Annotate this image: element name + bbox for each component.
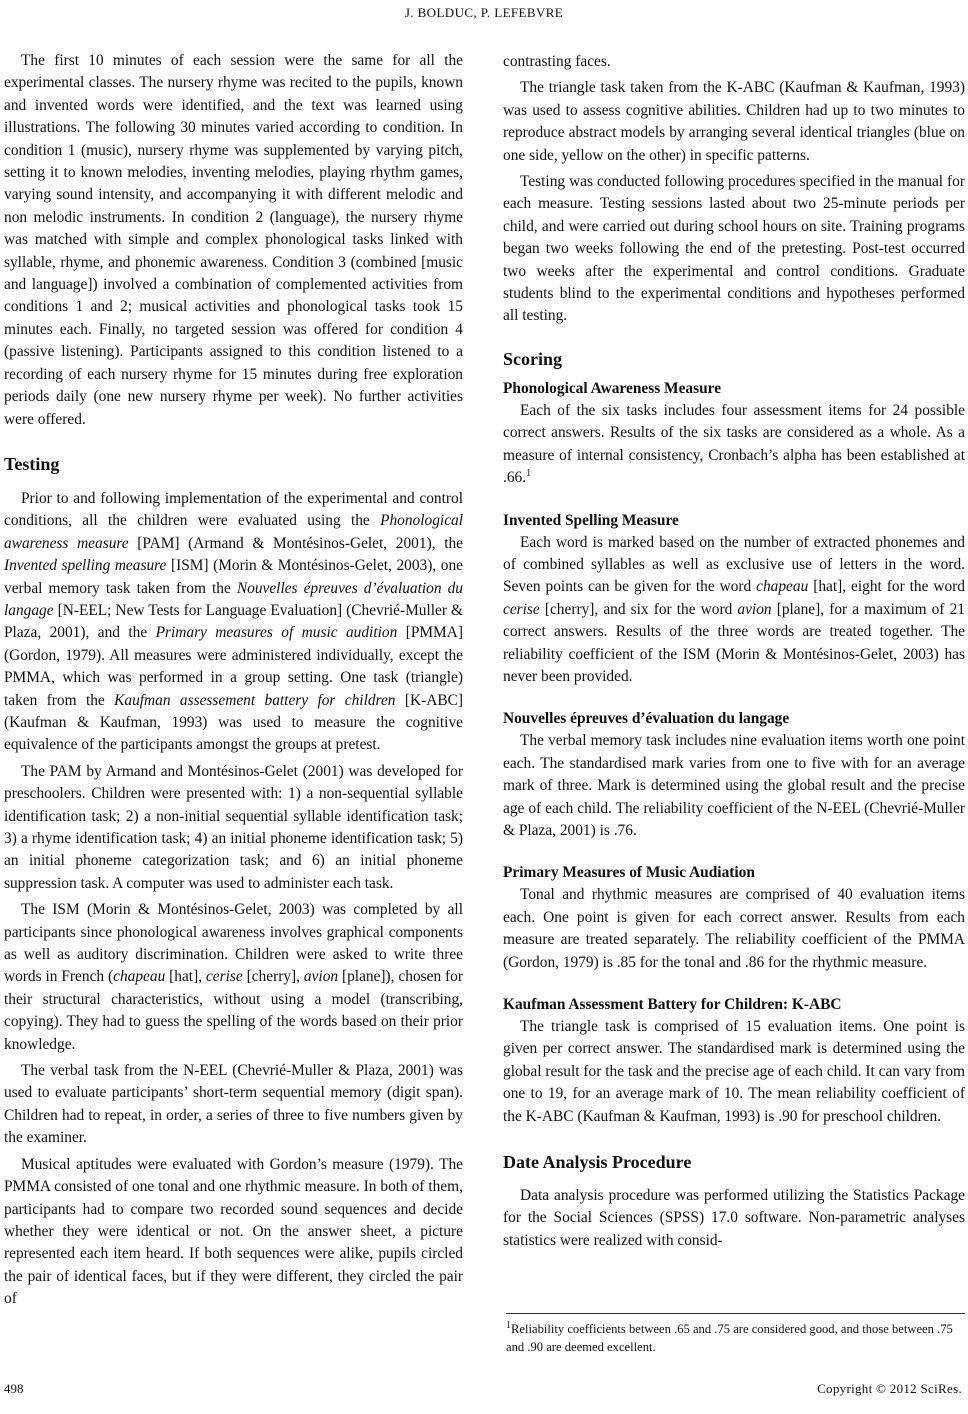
- footnote: [506, 1320, 968, 1356]
- paragraph-ism: [4, 899, 463, 1056]
- italic-measure-title: Invented spelling measure: [4, 557, 167, 575]
- subheading-ism: Invented Spelling Measure: [503, 511, 679, 529]
- italic-word: avion: [737, 600, 772, 618]
- italic-word: chapeau: [756, 578, 809, 596]
- paragraph-kabc-scoring: The triangle task is comprised of 15 evaluation items. One point is given per correct answer. The standardised mark is determined using the global result for the task and the precise age of each child. It can vary from one to 19, for an average mark of 10. The mean reliability coefficient of the K-ABC (Kaufman & Kaufman, 1993) is .90 for preschool children.: [503, 1018, 965, 1125]
- italic-measure-title: Phonological awareness measure: [4, 512, 463, 552]
- footnote-number: 1: [506, 1319, 511, 1331]
- footnote-text: Reliability coefficients between .65 and .75 are considered good, and those between .75 and .90 are deemed excellent.: [506, 1322, 953, 1354]
- section-heading-date-analysis: Date Analysis Procedure: [503, 1152, 692, 1173]
- text-run: [ISM] (Morin & Montésinos-Gelet, 2003), one verbal memory task taken from the: [4, 557, 463, 597]
- subheading-pam: Phonological Awareness Measure: [503, 379, 722, 397]
- text-run: [plane]), chosen for their structural characteristics, without using a model (transcribing, copying). They had to guess the spelling of the words based on their prior knowledge.: [4, 968, 463, 1053]
- paragraph-pam-scoring: [503, 400, 965, 490]
- text-run: [K-ABC] (Kaufman & Kaufman, 1993) was used to measure the cognitive equivalence of the participants amongst the groups at pretest.: [4, 691, 463, 754]
- italic-measure-title: Kaufman assessement battery for children: [114, 691, 396, 709]
- text-run: [hat],: [165, 968, 206, 986]
- text-run: Each of the six tasks includes four assessment items for 24 possible correct answers. Results of the six tasks are considered as a whole. As a measure of internal consistency, Cronbach’s alpha has been established at .66.: [503, 401, 965, 487]
- paragraph-pam: The PAM by Armand and Montésinos-Gelet (2001) was developed for preschoolers. Children were presented with: 1) a non-sequential syllable identification task; 2) a non-initial sequential syllable identification task; 3) a rhyme identification task; 4) an initial phoneme identification task; 5) an initial phoneme categorization task; and 6) an initial phoneme suppression task. A computer was used to administer each task.: [4, 762, 463, 892]
- paragraph-testing-procedure: Testing was conducted following procedures specified in the manual for each measure. Testing sessions lasted about two 25-minute periods per child, and were carried out during school hours on site. Training programs began two weeks following the end of the pretesting. Post-test occurred two weeks after the experimental and control conditions. Graduate students blind to the experimental conditions and hypotheses performed all testing.: [503, 173, 965, 325]
- italic-word: cerise: [503, 600, 540, 618]
- italic-measure-title: Primary measures of music audition: [155, 624, 398, 642]
- right-column: [503, 51, 965, 1252]
- text-run: [N-EEL; New Tests for Language Evaluation] (Chevrié-Muller & Plaza, 2001), and the: [4, 601, 463, 642]
- text-run: [plane], for a maximum of 21 correct answers. Results of the three words are treated together. The reliability coefficient of the ISM (Morin & Montésinos-Gelet, 2003) has never been provided.: [503, 600, 965, 685]
- text-run: [PMMA] (Gordon, 1979). All measures were administered individually, except the PMMA, which was performed in a group setting. One task (triangle) taken from the: [4, 624, 463, 709]
- left-column: [4, 50, 463, 1311]
- footnote-marker: 1: [526, 467, 532, 479]
- paragraph-measures-overview: [4, 488, 463, 757]
- text-run: Prior to and following implementation of the experimental and control conditions, all the children were evaluated using the: [4, 489, 463, 530]
- text-run: [cherry], and six for the word: [539, 600, 738, 618]
- italic-measure-title: Nouvelles épreuves d’évaluation du langage: [4, 579, 463, 619]
- page-number: 498: [4, 1381, 24, 1396]
- paragraph-pmma-scoring: Tonal and rhythmic measures are comprised of 40 evaluation items each. One point is given for each correct answer. Results from each measure are treated separately. The reliability coefficient of the PMMA (Gordon, 1979) is .85 for the tonal and .86 for the rhythmic measure.: [503, 886, 965, 971]
- text-run: Each word is marked based on the number of extracted phonemes and of combined syllables as well as exclusive use of letters in the word. Seven points can be given for the word: [503, 533, 965, 596]
- text-run: [hat], eight for the word: [808, 578, 965, 596]
- section-heading-scoring: Scoring: [503, 348, 563, 369]
- italic-word: avion: [303, 968, 339, 986]
- paragraph-session-description: The first 10 minutes of each session were the same for all the experimental classes. The nursery rhyme was recited to the pupils, known and invented words were identified, and the text was learned using illustrations. The following 30 minutes varied according to condition. In condition 1 (music), nursery rhyme was supplemented by varying pitch, setting it to known melodies, inventing melodies, playing rhythm games, varying sound intensity, and accompanying it with different melodic and non melodic instruments. In condition 2 (language), the nursery rhyme was matched with simple and complex phonological tasks linked with syllable, rhyme, and phonemic awareness. Condition 3 (combined [music and language]) involved a combination of complemented activities from conditions 1 and 2; musical activities and phonological tasks took 15 minutes each. Finally, no targeted session was offered for condition 4 (passive listening). Participants assigned to this condition listened to a recording of each nursery rhyme for 15 minutes during free exploration periods daily (one new nursery rhyme per week). No further activities were offered.: [4, 52, 463, 428]
- text-run: The ISM (Morin & Montésinos-Gelet, 2003) was completed by all participants since phonological awareness involves graphical components as well as auditory discrimination. Children were asked to write three words in French (: [4, 901, 463, 986]
- subheading-neel: Nouvelles épreuves d’évaluation du langage: [503, 710, 790, 728]
- section-heading-testing: Testing: [4, 453, 60, 474]
- paragraph-neel: The verbal task from the N-EEL (Chevrié-Muller & Plaza, 2001) was used to evaluate participants’ short-term sequential memory (digit span). Children had to repeat, in order, a series of three to five numbers given by the examiner.: [4, 1062, 463, 1147]
- paragraph-continuation: contrasting faces.: [503, 53, 611, 70]
- italic-word: cerise: [205, 968, 243, 986]
- subheading-pmma: Primary Measures of Music Audiation: [503, 864, 755, 882]
- footnote-divider: [506, 1313, 965, 1314]
- subheading-kabc: Kaufman Assessment Battery for Children: K-ABC: [503, 996, 842, 1013]
- running-head: J. BOLDUC, P. LEFEBVRE: [404, 5, 564, 20]
- copyright-notice: Copyright © 2012 SciRes.: [817, 1381, 962, 1396]
- italic-word: chapeau: [113, 968, 166, 986]
- paragraph-ism-scoring: [503, 532, 965, 689]
- paragraph-triangle-task: The triangle task taken from the K-ABC (Kaufman & Kaufman, 1993) was used to assess cognitive abilities. Children had up to two minutes to reproduce abstract models by arranging several identical triangles (blue on one side, yellow on the other) in specific patterns.: [503, 79, 965, 164]
- paragraph-data-analysis: Data analysis procedure was performed utilizing the Statistics Package for the Social Sciences (SPSS) 17.0 software. Non-parametric analyses statistics were realized with consid-: [503, 1187, 965, 1249]
- paragraph-neel-scoring: The verbal memory task includes nine evaluation items worth one point each. The standardised mark varies from one to five with for an average mark of three. Mark is determined using the global result and the precise age of each child. The reliability coefficient of the N-EEL (Chevrié-Muller & Plaza, 2001) is .76.: [503, 732, 965, 839]
- text-run: [cherry],: [242, 968, 304, 986]
- paragraph-pmma: Musical aptitudes were evaluated with Gordon’s measure (1979). The PMMA consisted of one tonal and one rhythmic measure. In both of them, participants had to compare two recorded sound sequences and decide whether they were identical or not. On the answer sheet, a picture represented each item heard. If both sequences were alike, pupils circled the pair of identical faces, but if they were different, they circled the pair of: [4, 1155, 463, 1308]
- text-run: [PAM] (Armand & Montésinos-Gelet, 2001), the: [128, 534, 464, 552]
